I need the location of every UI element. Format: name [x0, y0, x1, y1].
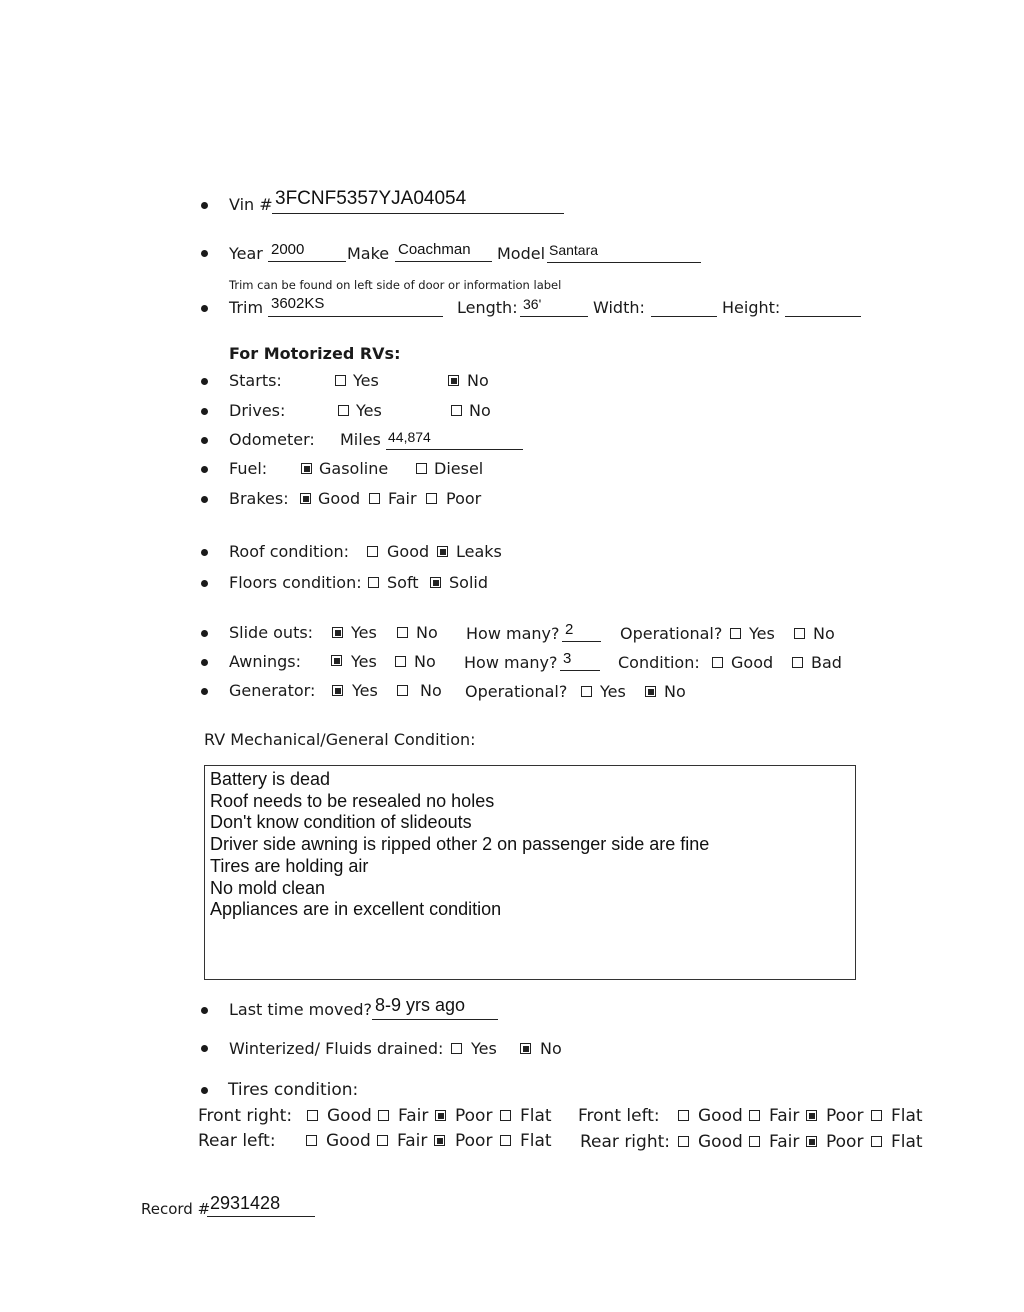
slide-outs-operational-yes-label: Yes — [749, 624, 775, 643]
rear-right-good-label: Good — [698, 1132, 743, 1152]
fuel-diesel-checkbox[interactable] — [416, 463, 427, 474]
generator-operational-label: Operational? — [465, 682, 568, 701]
fuel-gasoline-checkbox[interactable] — [301, 463, 312, 474]
vin-label: Vin # — [229, 195, 273, 214]
rear-left-flat-checkbox[interactable] — [500, 1135, 511, 1146]
awnings-yes-checkbox[interactable] — [331, 655, 342, 666]
fuel-diesel-label: Diesel — [434, 459, 484, 478]
trim-value[interactable]: 3602KS — [271, 295, 325, 312]
vin-underline — [272, 213, 564, 214]
slide-outs-how-many-underline — [562, 641, 601, 642]
front-left-fair-checkbox[interactable] — [749, 1110, 760, 1121]
rear-right-fair-checkbox[interactable] — [749, 1136, 760, 1147]
awnings-yes-label: Yes — [351, 652, 377, 671]
winterized-yes-label: Yes — [471, 1039, 497, 1058]
brakes-poor-checkbox[interactable] — [426, 493, 437, 504]
mechanical-note-line: Tires are holding air — [210, 855, 369, 876]
record-label: Record # — [141, 1200, 211, 1218]
slide-outs-operational-no-checkbox[interactable] — [794, 628, 805, 639]
slide-outs-no-label: No — [416, 623, 438, 642]
awnings-condition-bad-checkbox[interactable] — [792, 657, 803, 668]
slide-outs-operational-label: Operational? — [620, 624, 723, 643]
starts-no-checkbox[interactable] — [448, 375, 459, 386]
floors-soft-checkbox[interactable] — [368, 577, 379, 588]
bullet — [201, 250, 208, 257]
make-label: Make — [347, 244, 390, 263]
fuel-label: Fuel: — [229, 459, 268, 478]
length-underline — [520, 316, 588, 317]
brakes-label: Brakes: — [229, 489, 289, 508]
bullet — [201, 1045, 208, 1052]
mechanical-note-line: No mold clean — [210, 877, 326, 898]
bullet — [201, 466, 208, 473]
mechanical-note-line: Driver side awning is ripped other 2 on passenger side are fine — [210, 834, 710, 855]
year-underline — [268, 261, 346, 262]
brakes-fair-label: Fair — [388, 489, 417, 508]
awnings-how-many-value[interactable]: 3 — [563, 650, 572, 667]
slide-outs-no-checkbox[interactable] — [397, 627, 408, 638]
drives-no-label: No — [469, 401, 491, 420]
brakes-poor-label: Poor — [446, 489, 482, 508]
bullet — [201, 378, 208, 385]
brakes-good-checkbox[interactable] — [300, 493, 311, 504]
rear-right-label: Rear right: — [580, 1132, 670, 1152]
front-left-good-label: Good — [698, 1106, 743, 1126]
floors-soft-label: Soft — [387, 573, 419, 592]
bullet — [201, 408, 208, 415]
bullet — [201, 630, 208, 637]
front-left-flat-label: Flat — [891, 1106, 923, 1126]
generator-operational-no-label: No — [664, 682, 686, 701]
length-label: Length: — [457, 298, 518, 317]
generator-yes-label: Yes — [352, 681, 378, 700]
tires-label: Tires condition: — [228, 1080, 359, 1100]
mechanical-note-line: Roof needs to be resealed no holes — [210, 790, 495, 811]
brakes-good-label: Good — [318, 489, 361, 508]
generator-operational-no-checkbox[interactable] — [645, 686, 656, 697]
trim-note: Trim can be found on left side of door or information label — [229, 278, 562, 292]
slide-outs-operational-yes-checkbox[interactable] — [730, 628, 741, 639]
generator-no-label: No — [420, 681, 442, 700]
model-value[interactable]: Santara — [549, 242, 599, 258]
rear-right-poor-checkbox[interactable] — [806, 1136, 817, 1147]
awnings-condition-good-checkbox[interactable] — [712, 657, 723, 668]
slide-outs-how-many-value[interactable]: 2 — [565, 621, 574, 638]
bullet — [201, 1007, 208, 1014]
rear-left-poor-label: Poor — [455, 1131, 493, 1151]
awnings-condition-good-label: Good — [731, 653, 774, 672]
width-underline[interactable] — [651, 316, 717, 317]
drives-yes-checkbox[interactable] — [338, 405, 349, 416]
odometer-label: Odometer: — [229, 430, 315, 449]
winterized-no-checkbox[interactable] — [520, 1043, 531, 1054]
vin-value[interactable]: 3FCNF5357YJA04054 — [275, 188, 467, 209]
odometer-miles-label: Miles — [340, 430, 381, 449]
last-moved-label: Last time moved? — [229, 1000, 372, 1019]
trim-underline — [268, 316, 443, 317]
roof-leaks-label: Leaks — [456, 542, 502, 561]
front-right-flat-checkbox[interactable] — [500, 1110, 511, 1121]
mechanical-note-line: Battery is dead — [210, 769, 331, 789]
front-left-fair-label: Fair — [769, 1106, 800, 1126]
slide-outs-how-many-label: How many? — [466, 624, 560, 643]
generator-label: Generator: — [229, 681, 316, 700]
model-label: Model — [497, 244, 546, 263]
rear-right-fair-label: Fair — [769, 1132, 800, 1152]
front-right-good-checkbox[interactable] — [307, 1110, 318, 1121]
brakes-fair-checkbox[interactable] — [369, 493, 380, 504]
awnings-label: Awnings: — [229, 652, 301, 671]
bullet — [201, 549, 208, 556]
front-right-good-label: Good — [327, 1106, 372, 1126]
winterized-label: Winterized/ Fluids drained: — [229, 1039, 444, 1058]
front-right-fair-checkbox[interactable] — [378, 1110, 389, 1121]
slide-outs-yes-checkbox[interactable] — [332, 627, 343, 638]
bullet — [201, 659, 208, 666]
make-underline — [395, 261, 492, 262]
mechanical-label: RV Mechanical/General Condition: — [204, 730, 476, 749]
mechanical-note-line: Don't know condition of slideouts — [210, 812, 472, 833]
rear-right-good-checkbox[interactable] — [678, 1136, 689, 1147]
starts-no-label: No — [467, 371, 489, 390]
rear-left-label: Rear left: — [198, 1131, 276, 1151]
roof-leaks-checkbox[interactable] — [437, 546, 448, 557]
awnings-no-checkbox[interactable] — [395, 656, 406, 667]
mechanical-note-line: Appliances are in excellent condition — [210, 899, 502, 920]
roof-good-checkbox[interactable] — [367, 546, 378, 557]
slide-outs-yes-label: Yes — [351, 623, 377, 642]
roof-label: Roof condition: — [229, 542, 350, 561]
rear-left-poor-checkbox[interactable] — [434, 1135, 445, 1146]
record-value[interactable]: 2931428 — [210, 1193, 281, 1213]
bullet — [201, 1087, 208, 1094]
model-underline — [547, 262, 701, 263]
year-label: Year — [229, 244, 263, 263]
drives-label: Drives: — [229, 401, 286, 420]
rear-right-flat-label: Flat — [891, 1132, 923, 1152]
generator-yes-checkbox[interactable] — [332, 685, 343, 696]
slide-outs-label: Slide outs: — [229, 623, 314, 642]
bullet — [201, 202, 208, 209]
mechanical-notes-box[interactable] — [204, 765, 856, 980]
width-label: Width: — [593, 298, 645, 317]
front-right-label: Front right: — [198, 1106, 293, 1126]
awnings-condition-bad-label: Bad — [811, 653, 842, 672]
starts-yes-checkbox[interactable] — [335, 375, 346, 386]
front-right-poor-checkbox[interactable] — [435, 1110, 446, 1121]
starts-label: Starts: — [229, 371, 282, 390]
record-underline — [207, 1216, 315, 1217]
bullet — [201, 437, 208, 444]
winterized-no-label: No — [540, 1039, 562, 1058]
last-moved-underline — [372, 1019, 498, 1020]
bullet — [201, 580, 208, 587]
fuel-gasoline-label: Gasoline — [319, 459, 389, 478]
make-value[interactable]: Coachman — [398, 241, 471, 258]
floors-label: Floors condition: — [229, 573, 362, 592]
front-left-label: Front left: — [578, 1106, 660, 1126]
starts-yes-label: Yes — [353, 371, 379, 390]
odometer-value[interactable]: 44,874 — [388, 429, 431, 445]
rear-right-poor-label: Poor — [826, 1132, 864, 1152]
front-left-poor-label: Poor — [826, 1106, 864, 1126]
last-moved-value[interactable]: 8-9 yrs ago — [375, 995, 466, 1015]
motorized-heading: For Motorized RVs: — [229, 344, 401, 363]
awnings-how-many-label: How many? — [464, 653, 558, 672]
front-right-poor-label: Poor — [455, 1106, 493, 1126]
drives-yes-label: Yes — [356, 401, 382, 420]
floors-solid-label: Solid — [449, 573, 488, 592]
generator-operational-yes-checkbox[interactable] — [581, 686, 592, 697]
roof-good-label: Good — [387, 542, 430, 561]
generator-no-checkbox[interactable] — [397, 685, 408, 696]
year-value[interactable]: 2000 — [271, 241, 305, 258]
awnings-condition-label: Condition: — [618, 653, 700, 672]
front-left-good-checkbox[interactable] — [678, 1110, 689, 1121]
front-left-poor-checkbox[interactable] — [806, 1110, 817, 1121]
rear-left-fair-checkbox[interactable] — [377, 1135, 388, 1146]
odometer-underline — [386, 449, 523, 450]
floors-solid-checkbox[interactable] — [430, 577, 441, 588]
length-value[interactable]: 36' — [523, 296, 542, 312]
front-right-flat-label: Flat — [520, 1106, 552, 1126]
slide-outs-operational-no-label: No — [813, 624, 835, 643]
rear-left-good-checkbox[interactable] — [306, 1135, 317, 1146]
bullet — [201, 305, 208, 312]
drives-no-checkbox[interactable] — [451, 405, 462, 416]
mechanical-notes — [210, 769, 709, 921]
winterized-yes-checkbox[interactable] — [451, 1043, 462, 1054]
rear-left-flat-label: Flat — [520, 1131, 552, 1151]
front-right-fair-label: Fair — [398, 1106, 429, 1126]
height-label: Height: — [722, 298, 781, 317]
bullet — [201, 496, 208, 503]
awnings-how-many-underline — [560, 670, 600, 671]
generator-operational-yes-label: Yes — [600, 682, 626, 701]
trim-label: Trim — [229, 298, 264, 317]
awnings-no-label: No — [414, 652, 436, 671]
bullet — [201, 688, 208, 695]
rear-right-flat-checkbox[interactable] — [871, 1136, 882, 1147]
rear-left-good-label: Good — [326, 1131, 371, 1151]
front-left-flat-checkbox[interactable] — [871, 1110, 882, 1121]
height-underline[interactable] — [785, 316, 861, 317]
rear-left-fair-label: Fair — [397, 1131, 428, 1151]
